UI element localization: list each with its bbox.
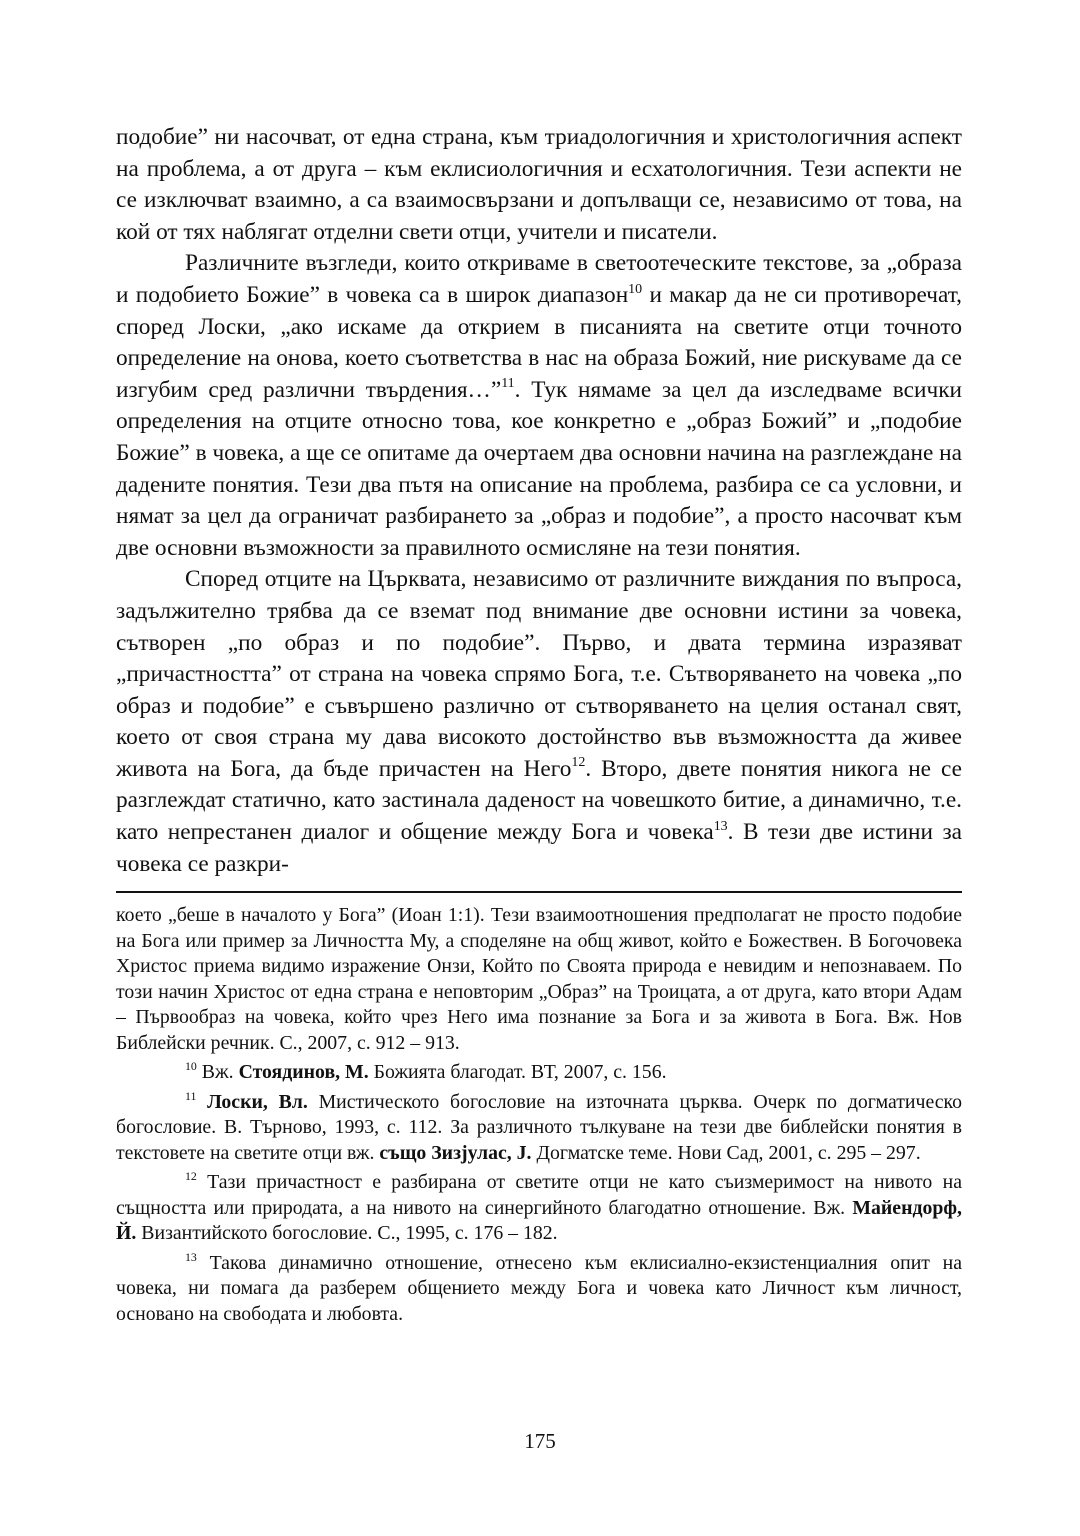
footnote-10-number: 10: [185, 1059, 197, 1074]
page: [116, 122, 962, 1327]
footnote-ref-12[interactable]: 12: [571, 755, 586, 771]
footnote-ref-13[interactable]: 13: [713, 818, 728, 834]
footnote-13-number: 13: [185, 1249, 197, 1264]
page-number: 175: [524, 1429, 556, 1453]
footnote-11-text-b: Догматске теме. Нови Сад, 2001, с. 295 – 297.: [531, 1141, 921, 1164]
paragraph-1: [116, 122, 962, 248]
footnote-13-text-a: Такова динамично отношение, отнесено към еклисиално-екзистенциалния опит на човека, ни помага да разберем общението между Бога и човека като Личност към личност, основано на свободата и любовта.: [116, 1251, 962, 1325]
footnote-separator: [116, 891, 962, 893]
footnotes: [116, 903, 962, 1327]
footnote-12: [116, 1170, 962, 1247]
footnote-10-text-b: Божията благодат. ВТ, 2007, с. 156.: [368, 1061, 667, 1084]
main-text: [116, 122, 962, 880]
footnote-11: [116, 1090, 962, 1167]
footnote-11-author-2: също Зизјулас, J.: [379, 1141, 532, 1164]
footnote-11-number: 11: [185, 1088, 197, 1103]
paragraph-3-text-a: Според отците на Църквата, независимо от различните виждания по въпроса, задължително трябва да се вземат под внимание две основни истини за човека, сътворен „по образ и по подобие”. Първо, и двата термина изразяват „причастността” от страна на човека спрямо Бога, т.е. Сътворяването на човека „по образ и подобие” е съвършено различно от сътворяването на целия останал свят, което от своя страна му дава високото достойнство във възможността да живее живота на Бога, да бъде причастен на Него: [116, 566, 962, 782]
paragraph-1-text: подобие” ни насочват, от една страна, към триадологичния и христологичния аспект на проблема, а от друга – към еклисиологичния и есхатологичния. Тези аспекти не се изключват взаимно, а са взаимосвързани и допълващи се, независимо от това, на кой от тях наблягат отделни свети отци, учители и писатели.: [116, 124, 962, 245]
paragraph-2-text-b: и макар да не си противоречат, според Лоски, „ако искаме да открием в писанията на светите отци точното определение на онова, което съответства в нас на образа Божий, ние рискуваме да се изгубим сред различни твърдения…”: [116, 281, 963, 403]
footnote-12-text-b: Византийското богословие. С., 1995, с. 176 – 182.: [136, 1222, 558, 1245]
paragraph-2: [116, 248, 962, 564]
paragraph-2-text-a: Различните възгледи, които откриваме в светоотеческите текстове, за „образа и подобието Божие” в човека са в широк диапазон: [116, 250, 962, 308]
paragraph-3-text-b: . Второ, двете понятия никога не се разглеждат статично, като застинала даденост на човешкото битие, а динамично, т.е. като непрестанен диалог и общение между Бога и човека: [116, 755, 962, 846]
footnote-ref-10[interactable]: 10: [628, 281, 643, 297]
footnote-10-author: Стоядинов, М.: [238, 1061, 369, 1084]
footnote-13: [116, 1251, 962, 1328]
footnote-11-text-a: Мистическото богословие на източната църква. Очерк по догматическо богословие. В. Търново, 1993, с. 112. За различното тълкуване на тези две библейски понятия в текстовете на светите отци вж.: [116, 1090, 963, 1164]
paragraph-3-text-c: . В тези две истини за човека се разкри-: [116, 819, 963, 877]
footnote-ref-11[interactable]: 11: [501, 376, 515, 392]
footnote-continuation: [116, 903, 962, 1056]
footnote-10-text-a: Вж.: [196, 1061, 239, 1084]
footnote-continuation-text: което „беше в началото у Бога” (Иоан 1:1). Тези взаимоотношения предполагат не просто подобие на Бога или пример за Личността Му, а споделяне на общ живот, който е Божествен. В Богочовека Христос приема видимо изражение Онзи, Който по Своята природа е невидим и непознаваем. По този начин Христос от една страна е неповторим „Образ” на Троицата, а от друга, като втори Адам – Първообраз на човека, който чрез Него има познание за Бога и за живота в Бога. Вж. Нов Библейски речник. С., 2007, с. 912 – 913.: [116, 904, 962, 1054]
paragraph-3: [116, 564, 962, 880]
footnote-12-author: Майендорф, Й.: [116, 1196, 962, 1245]
footnote-11-author: Лоски, Вл.: [207, 1090, 308, 1113]
footnote-10: [116, 1060, 962, 1086]
paragraph-2-text-c: . Тук нямаме за цел да изследваме всички определения на отците относно това, кое конкретно е „образ Божий” и „подобие Божие” в човека, а ще се опитаме да очертаем два основни начина на разглеждане на дадените понятия. Тези два пътя на описание на проблема, разбира се са условни, и нямат за цел да ограничат разбирането за „образ и подобие”, а просто насочват към две основни възможности за правилното осмисляне на тези понятия.: [116, 376, 962, 561]
footnote-12-text-a: Тази причастност е разбирана от светите отци не като съизмеримост на нивото на същността или природата, а на нивото на синергийното благодатно отношение. Вж.: [116, 1171, 962, 1219]
footnote-12-number: 12: [185, 1169, 197, 1184]
